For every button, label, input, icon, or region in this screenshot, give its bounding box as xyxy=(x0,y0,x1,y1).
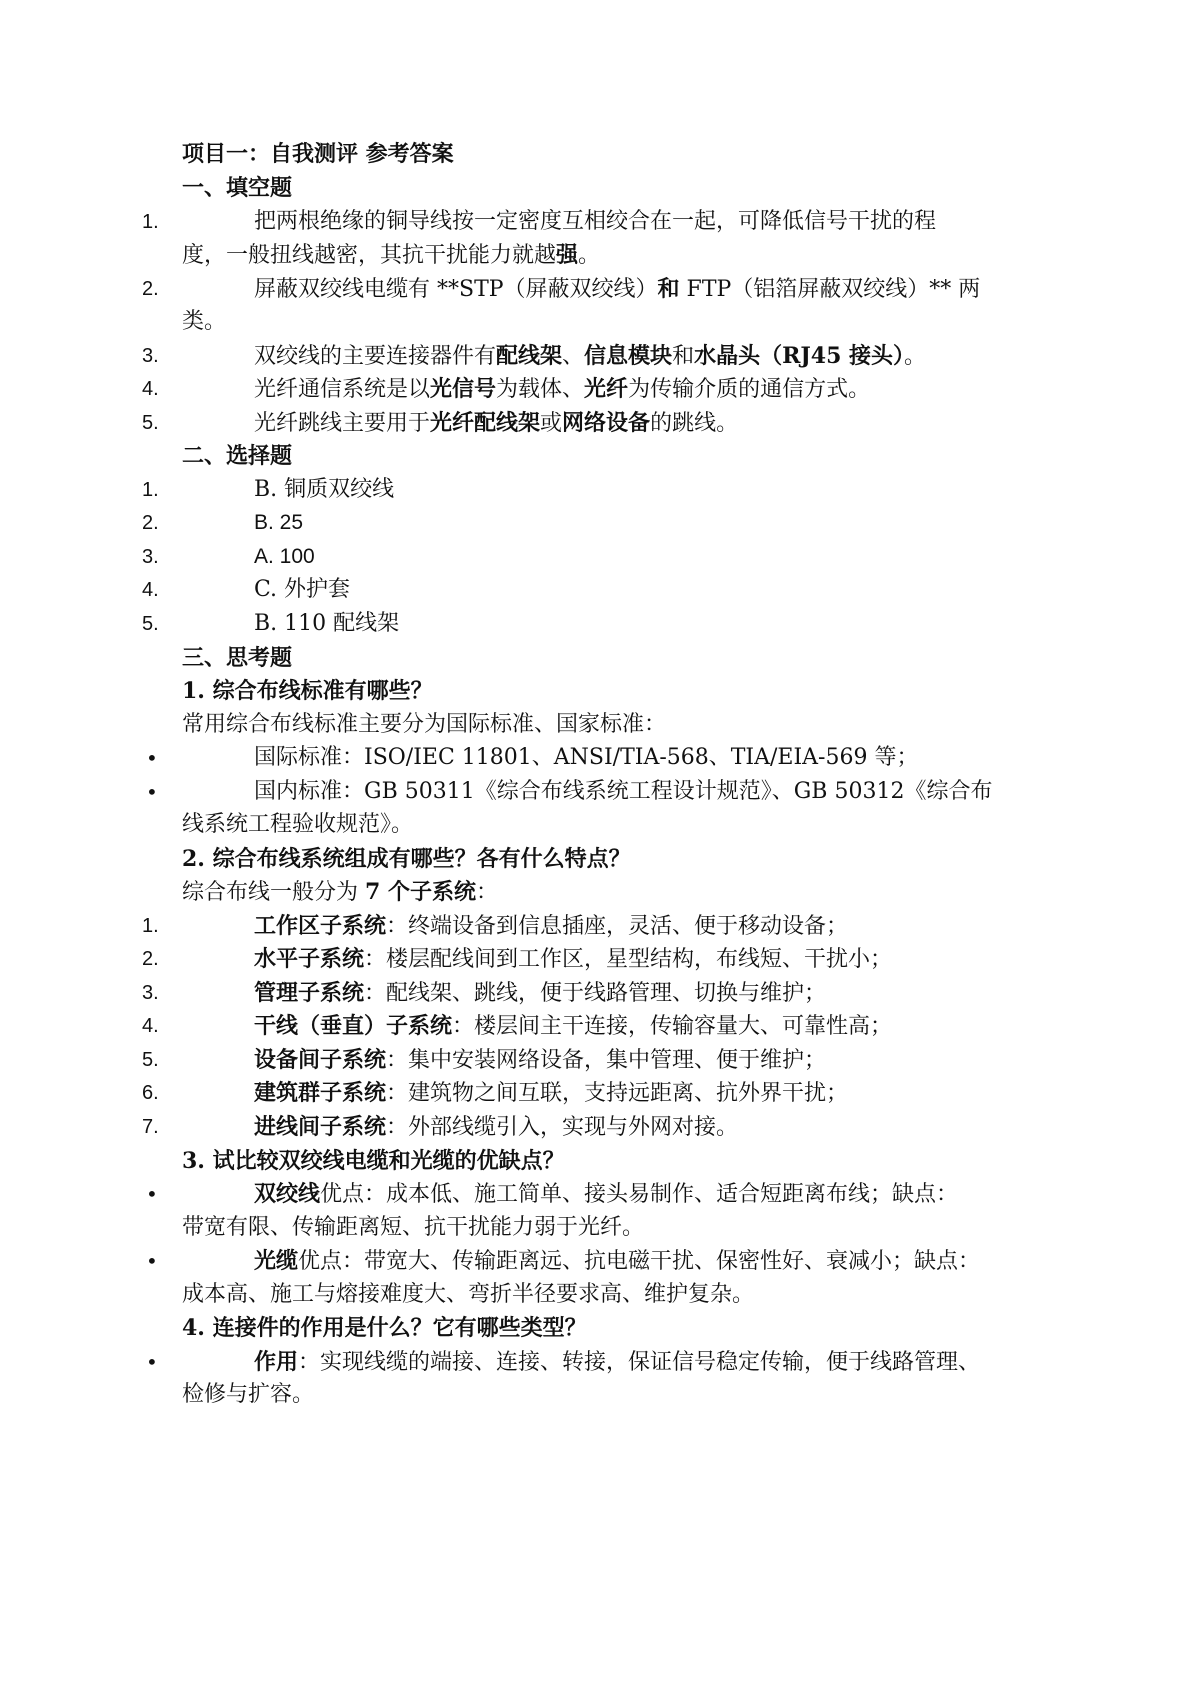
list-item: 4. 光纤通信系统是以光信号为载体、光纤为传输介质的通信方式。 xyxy=(142,376,871,402)
list-item-continuation: 度，一般扭线越密，其抗干扰能力就越强。 xyxy=(182,242,601,268)
list-item: 5. 设备间子系统：集中安装网络设备，集中管理、便于维护； xyxy=(142,1047,827,1073)
bullet-dot-icon: • xyxy=(146,1249,158,1273)
list-item: 3. 管理子系统：配线架、跳线，便于线路管理、切换与维护； xyxy=(142,980,827,1006)
section-heading-fill-blank: 一、填空题 xyxy=(182,175,293,201)
list-item: 5. 光纤跳线主要用于光纤配线架或网络设备的跳线。 xyxy=(142,410,739,436)
bullet-dot-icon: • xyxy=(146,746,158,770)
list-item: 2. 屏蔽双绞线电缆有 **STP（屏蔽双绞线）和 FTP（铝箔屏蔽双绞线）** 两 xyxy=(142,276,981,302)
bullet-item: • 国际标准：ISO/IEC 11801、ANSI/TIA-568、TIA/EIA-569 等； xyxy=(0,740,1191,776)
list-item: 5. B. 110 配线架 xyxy=(142,611,400,636)
list-item: 1. 把两根绝缘的铜导线按一定密度互相绞合在一起，可降低信号干扰的程 xyxy=(142,209,937,234)
list-item: 3. A. 100 xyxy=(142,545,315,568)
section-heading-discussion: 三、思考题 xyxy=(182,645,293,671)
bullet-item-continuation: 成本高、施工与熔接难度大、弯折半径要求高、维护复杂。 xyxy=(182,1282,755,1307)
bullet-item-continuation: 检修与扩容。 xyxy=(182,1382,315,1407)
list-item: 6. 建筑群子系统：建筑物之间互联，支持远距离、抗外界干扰； xyxy=(142,1080,849,1106)
list-item: 4. 干线（垂直）子系统：楼层间主干连接，传输容量大、可靠性高； xyxy=(142,1013,893,1039)
bullet-dot-icon: • xyxy=(146,1182,158,1206)
bullet-dot-icon: • xyxy=(146,1350,158,1374)
list-item: 4. C. 外护套 xyxy=(142,577,351,602)
bullet-item: • 作用：实现线缆的端接、连接、转接，保证信号稳定传输，便于线路管理、 xyxy=(0,1344,1191,1380)
list-item: 1. B. 铜质双绞线 xyxy=(142,477,395,502)
bullet-item: • 光缆优点：带宽大、传输距离远、抗电磁干扰、保密性好、衰减小；缺点： xyxy=(0,1243,1191,1279)
question-title: 4. 连接件的作用是什么？它有哪些类型？ xyxy=(182,1315,587,1341)
list-item: 7. 进线间子系统：外部线缆引入，实现与外网对接。 xyxy=(142,1114,739,1140)
question-intro: 综合布线一般分为 7 个子系统： xyxy=(182,879,498,905)
question-title: 3. 试比较双绞线电缆和光缆的优缺点？ xyxy=(182,1148,565,1174)
section-heading-multiple-choice: 二、选择题 xyxy=(182,443,293,469)
bullet-item-continuation: 线系统工程验收规范》。 xyxy=(182,812,414,837)
bullet-dot-icon: • xyxy=(146,780,158,804)
document-title: 项目一：自我测评 参考答案 xyxy=(182,141,454,167)
list-item: 3. 双绞线的主要连接器件有配线架、信息模块和水晶头（RJ45 接头）。 xyxy=(142,343,927,369)
list-item: 2. B. 25 xyxy=(142,511,304,534)
question-title: 1. 综合布线标准有哪些？ xyxy=(182,678,433,704)
list-item: 1. 工作区子系统：终端设备到信息插座，灵活、便于移动设备； xyxy=(142,913,849,939)
list-item: 2. 水平子系统：楼层配线间到工作区，星型结构，布线短、干扰小； xyxy=(142,946,893,972)
bullet-item: • 双绞线优点：成本低、施工简单、接头易制作、适合短距离布线；缺点： xyxy=(0,1176,1191,1212)
question-intro: 常用综合布线标准主要分为国际标准、国家标准： xyxy=(182,712,667,737)
list-item-continuation: 类。 xyxy=(182,309,227,334)
bullet-item-continuation: 带宽有限、传输距离短、抗干扰能力弱于光纤。 xyxy=(182,1215,645,1240)
bullet-item: • 国内标准：GB 50311《综合布线系统工程设计规范》、GB 50312《综合布 xyxy=(0,774,1191,810)
question-title: 2. 综合布线系统组成有哪些？各有什么特点？ xyxy=(182,846,631,872)
